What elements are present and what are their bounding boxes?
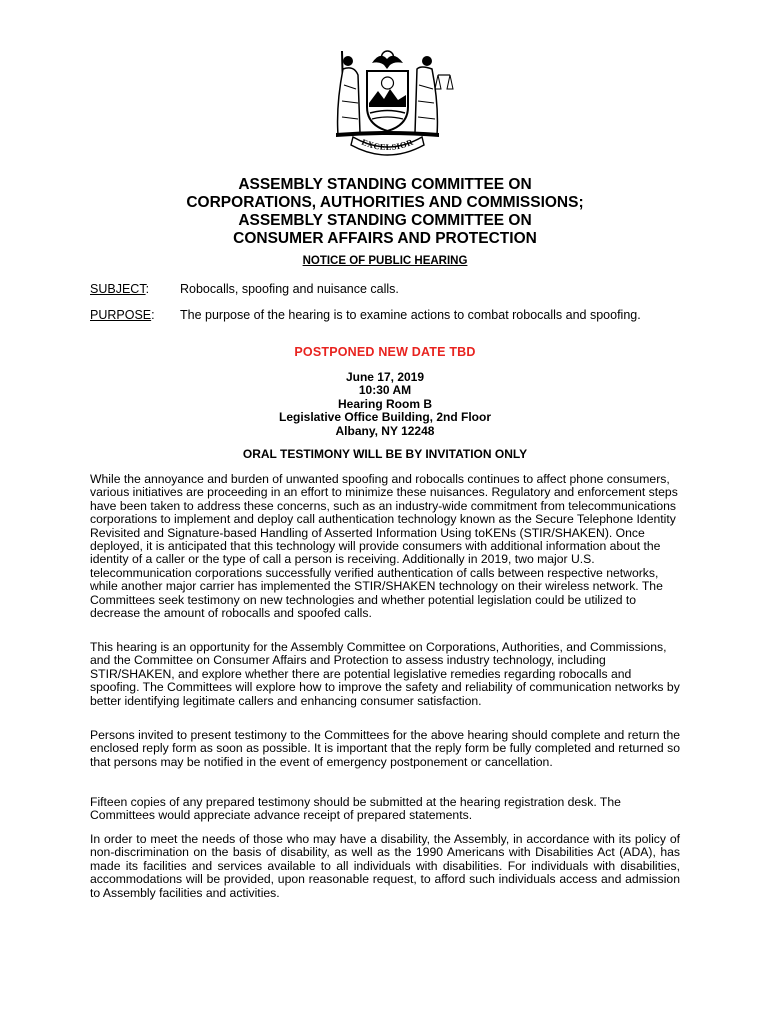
motto-ribbon (351, 137, 424, 155)
liberty-figure-icon (338, 51, 360, 135)
title-line-4: CONSUMER AFFAIRS AND PROTECTION (233, 230, 537, 247)
hearing-details (0, 371, 770, 438)
subject-colon: : (145, 282, 150, 296)
purpose-colon: : (151, 308, 155, 322)
hearing-city: Albany, NY 12248 (335, 423, 435, 438)
hearing-date: June 17, 2019 (345, 370, 425, 384)
title-line-3: ASSEMBLY STANDING COMMITTEE ON (238, 212, 532, 229)
state-seal-graphic (320, 45, 455, 163)
committee-title (0, 176, 770, 248)
subject-label: SUBJECT (90, 282, 146, 296)
purpose-value: The purpose of the hearing is to examine actions to combat robocalls and spoofing. (180, 308, 641, 322)
justice-figure-icon (415, 56, 453, 135)
state-seal (320, 45, 455, 163)
subject-label-wrap (90, 282, 149, 296)
title-line-2: CORPORATIONS, AUTHORITIES AND COMMISSIONS; (186, 194, 584, 211)
shield-icon (367, 71, 408, 131)
hearing-building: Legislative Office Building, 2nd Floor (278, 410, 492, 425)
oral-testimony-notice: ORAL TESTIMONY WILL BE BY INVITATION ONLY (242, 447, 528, 461)
purpose-label: PURPOSE (90, 308, 152, 322)
notice-heading: NOTICE OF PUBLIC HEARING (302, 255, 468, 267)
paragraph-copies: Fifteen copies of any prepared testimony should be submitted at the hearing registration desk. The Committees would appreciate advance receipt of prepared statements. (90, 795, 621, 823)
seal-motto: EXCELSIOR (360, 136, 415, 153)
paragraph-background: While the annoyance and burden of unwanted spoofing and robocalls continues to affect phone consumers, various initiatives are proceeding in an effort to minimize these nuisances. Regulatory and enforcement steps have been taken to address these concerns, such as an industry-wide commitment from telecommunications corporations to implement and deploy call authentication technology known as the Secure Telephone Identity Revisited and Signature-based Handling of Asserted Information Using toKENs (STIR/SHAKEN). Once deployed, it is anticipated that this technology will provide consumers with additional information about the identity of a caller or the type of call a person is receiving. Additionally in 2019, two major U.S. telecommunication corporations successfully verified authentication of calls between respective networks, while another major carrier has implemented the STIR/SHAKEN technology on their wireless network. The Committees seek testimony on new technologies and whether potential legislation could be utilized to decrease the amount of robocalls and spoofed calls. (90, 472, 678, 621)
eagle-icon (372, 51, 403, 69)
paragraph-disability: In order to meet the needs of those who may have a disability, the Assembly, in accordance with its policy of non-discrimination on the basis of disability, as well as the 1990 Americans with Disabilities Act (ADA), has made its facilities and services available to all individuals with disabilities. For individuals with disabilities, accommodations will be provided, upon reasonable request, to afford such individuals access and admission to Assembly facilities and activities. (90, 832, 680, 900)
title-line-1: ASSEMBLY STANDING COMMITTEE ON (238, 176, 532, 193)
purpose-label-wrap (90, 308, 155, 322)
hearing-time: 10:30 AM (358, 383, 412, 398)
hearing-room: Hearing Room B (337, 396, 432, 411)
subject-value: Robocalls, spoofing and nuisance calls. (180, 282, 399, 296)
paragraph-opportunity: This hearing is an opportunity for the Assembly Committee on Corporations, Authorities, and Commissions, and the Committee on Consumer Affairs and Protection to assess industry technology, including STIR/SHAKEN, and explore whether there are potential legislative remedies regarding robocalls and spoofing. The Committees will explore how to improve the safety and reliability of communication networks by better identifying legitimate callers and enhancing consumer satisfaction. (90, 640, 680, 708)
paragraph-invited-persons: Persons invited to present testimony to the Committees for the above hearing should complete and return the enclosed reply form as soon as possible. It is important that the reply form be fully completed and returned so that persons may be notified in the event of emergency postponement or cancellation. (90, 728, 680, 769)
postponed-banner: POSTPONED NEW DATE TBD (294, 345, 476, 359)
